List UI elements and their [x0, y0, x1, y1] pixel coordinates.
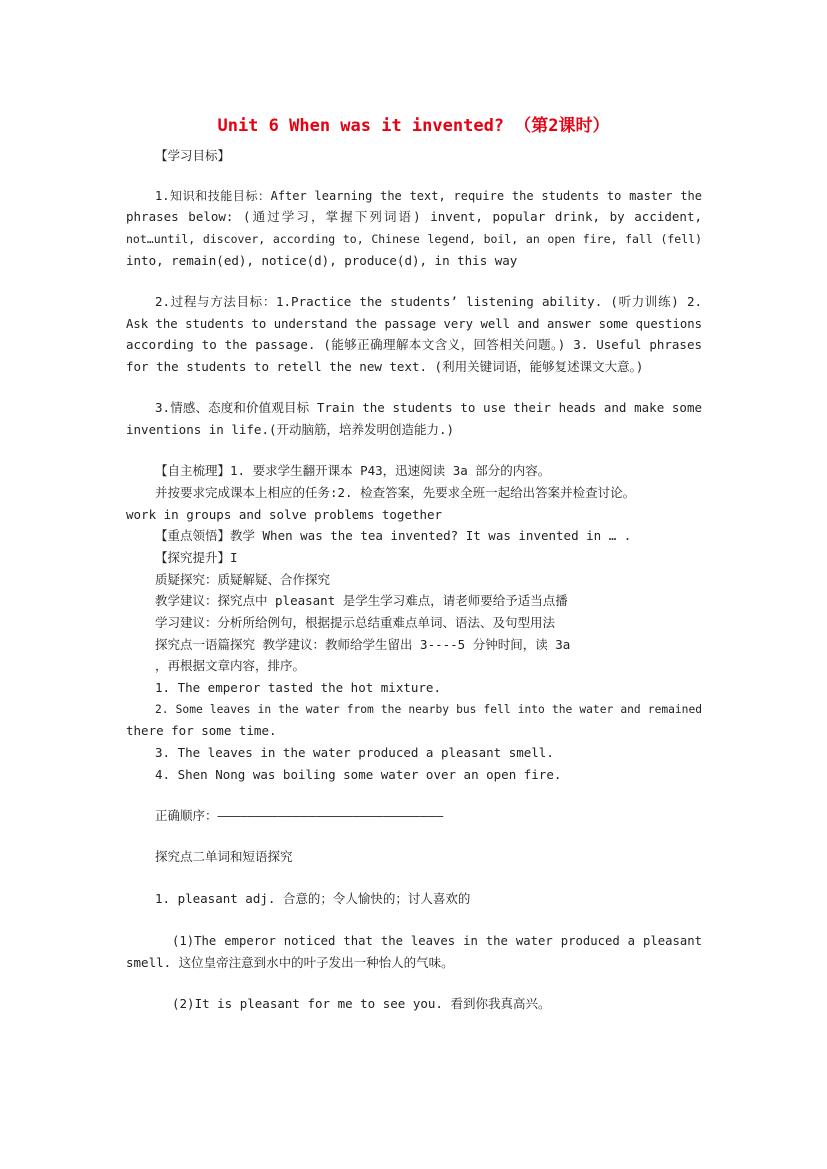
explore-heading: 【探究提升】I — [155, 550, 238, 565]
explore-point-1-line-1: 探究点一语篇探究 教学建议：教师给学生留出 3----5 分钟时间，读 3a — [155, 637, 571, 652]
example-2: (2)It is pleasant for me to see you. 看到你我真高兴。 — [172, 996, 551, 1011]
correct-order-line: 正确顺序：—————————————————————————————— — [155, 808, 444, 823]
sentence-1: 1. The emperor tasted the hot mixture. — [155, 680, 441, 695]
sentence-2-line-2: there for some time. — [126, 723, 277, 738]
objective-2-line-1: 2.过程与方法目标：1.Practice the students’ listening ability. (听力训练) 2. — [155, 294, 702, 309]
sentence-2-line-1: 2. Some leaves in the water from the nearby bus fell into the water and remained — [155, 703, 702, 716]
explore-method: 质疑探究：质疑解疑、合作探究 — [155, 572, 331, 587]
objective-2-line-2: Ask the students to understand the passage very well and answer some questions — [126, 317, 702, 331]
self-study-line-1: 【自主梳理】1. 要求学生翻开课本 P43，迅速阅读 3a 部分的内容。 — [155, 463, 551, 478]
sentence-3: 3. The leaves in the water produced a pleasant smell. — [155, 745, 554, 760]
objective-1-line-3: not…until, discover, according to, Chinese legend, boil, an open fire, fall (fell) — [126, 232, 702, 246]
objective-3-line-2: inventions in life.(开动脑筋，培养发明创造能力.) — [126, 422, 455, 437]
objective-2-line-4: for the students to retell the new text. (利用关键词语，能够复述课文大意。) — [126, 359, 644, 374]
vocab-pleasant: 1. pleasant adj. 合意的；令人愉快的；讨人喜欢的 — [155, 891, 471, 906]
self-study-line-3: work in groups and solve problems together — [126, 507, 443, 522]
section-heading-objectives: 【学习目标】 — [155, 148, 231, 163]
self-study-line-2: 并按要求完成课本上相应的任务:2. 检查答案，先要求全班一起给出答案并检查讨论。 — [155, 485, 636, 500]
key-points-line: 【重点领悟】教学 When was the tea invented? It was invented in … . — [155, 528, 632, 543]
sentence-4: 4. Shen Nong was boiling some water over an open fire. — [155, 767, 562, 782]
learning-suggestion: 学习建议：分析所给例句，根据提示总结重难点单词、语法、及句型用法 — [155, 615, 556, 630]
explore-point-2-heading: 探究点二单词和短语探究 — [155, 849, 293, 864]
document-title: Unit 6 When was it invented? （第2课时） — [217, 116, 610, 136]
objective-2-line-3: according to the passage. (能够正确理解本文含义，回答相关问题。) 3. Useful phrases — [126, 337, 702, 352]
teaching-suggestion: 教学建议：探究点中 pleasant 是学生学习难点，请老师要给予适当点播 — [155, 593, 568, 608]
objective-1-line-2: phrases below: (通过学习，掌握下列词语) invent, popular drink, by accident, — [126, 209, 702, 224]
explore-point-1-line-2: ，再根据文章内容，排序。 — [155, 658, 306, 673]
objective-1-line-4: into, remain(ed), notice(d), produce(d), in this way — [126, 253, 518, 268]
example-1-line-2: smell. 这位皇帝注意到水中的叶子发出一种怡人的气味。 — [126, 955, 454, 970]
example-1-line-1: (1)The emperor noticed that the leaves in the water produced a pleasant — [172, 934, 702, 948]
objective-3-line-1: 3.情感、态度和价值观目标 Train the students to use their heads and make some — [155, 400, 702, 415]
objective-1-line-1: 1.知识和技能目标：After learning the text, require the students to master the — [155, 189, 702, 203]
